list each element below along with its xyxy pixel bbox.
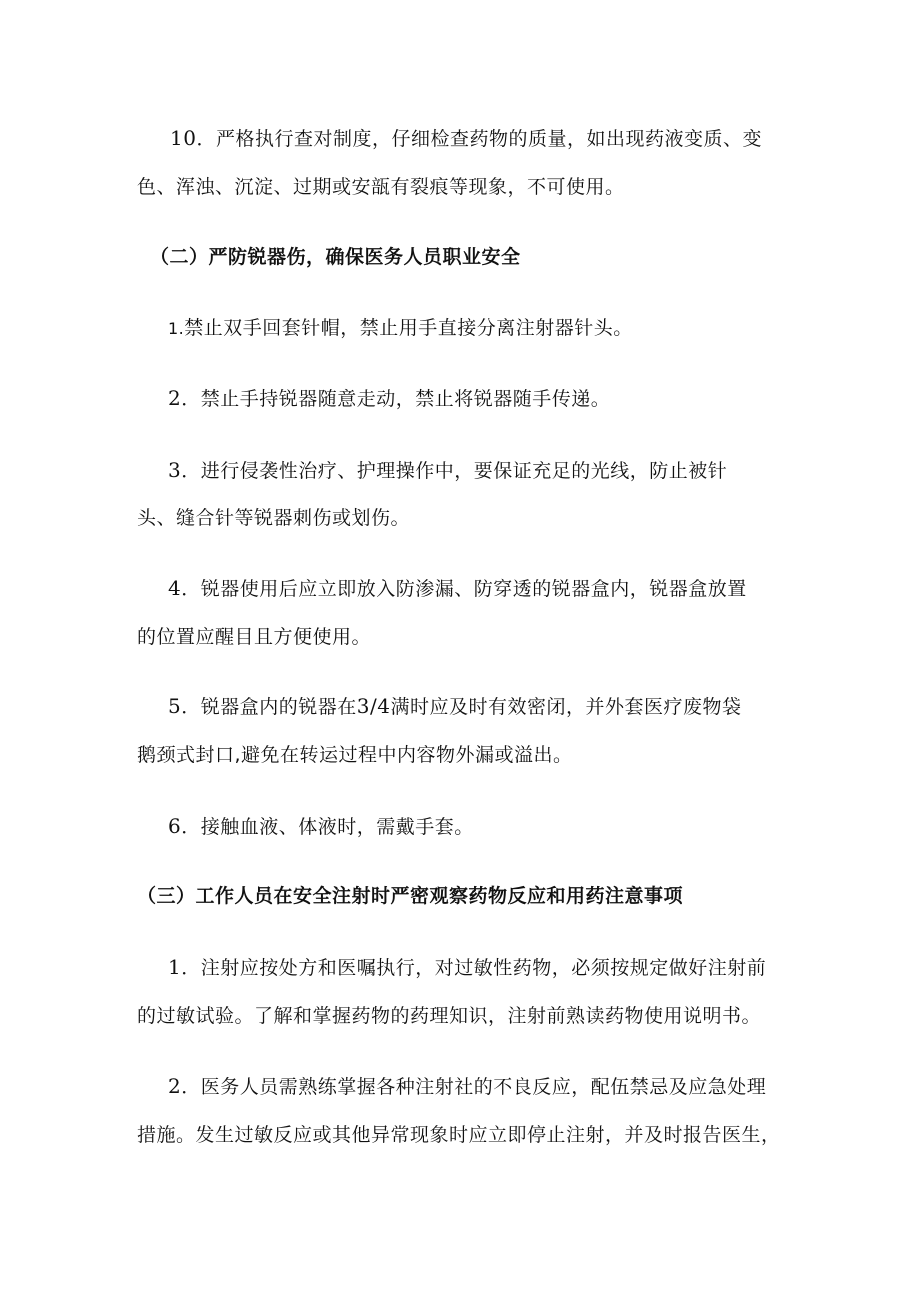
item-text: ．严格执行查对制度，仔细检查药物的质量，如出现药液变质、变 [196, 128, 762, 150]
item-number: 2 [168, 1074, 182, 1098]
s2-item-3-line-1 [168, 456, 727, 485]
s2-item-5-line-2: 鹅颈式封口,避免在转运过程中内容物外漏或溢出。 [137, 744, 573, 766]
s2-item-4-line-1 [168, 574, 747, 603]
item-number: 1 [168, 955, 182, 979]
item-text: ．接触血液、体液时，需戴手套。 [181, 816, 474, 838]
item-text: ．进行侵袭性治疗、护理操作中，要保证充足的光线，防止被针 [181, 460, 728, 482]
item-text: ．锐器盒内的锐器在 [181, 696, 357, 718]
item-text: 禁止双手回套针帽，禁止用手直接分离注射器针头。 [184, 317, 633, 339]
s3-item-1-line-2: 的过敏试验。了解和掌握药物的药理知识，注射前熟读药物使用说明书。 [137, 1005, 762, 1027]
item-text: ．注射应按处方和医嘱执行，对过敏性药物，必须按规定做好注射前 [181, 957, 767, 979]
s3-item-2-line-1 [168, 1072, 766, 1101]
item-number: 1. [168, 319, 185, 338]
section-2-heading: （二）严防锐器伤，确保医务人员职业安全 [150, 246, 521, 268]
item-number: 5 [168, 694, 182, 718]
item-number: 6 [168, 814, 182, 838]
s2-item-3-line-2: 头、缝合针等锐器刺伤或划伤。 [137, 507, 411, 529]
s2-item-5-line-1 [168, 692, 741, 721]
s3-item-2-line-2: 措施。发生过敏反应或其他异常现象时应立即停止注射，并及时报告医生， [137, 1124, 781, 1146]
s2-item-6 [168, 812, 474, 841]
item-number: 4 [168, 576, 182, 600]
section-3-heading: （三）工作人员在安全注射时严密观察药物反应和用药注意事项 [137, 885, 684, 907]
item-text: ．锐器使用后应立即放入防渗漏、防穿透的锐器盒内，锐器盒放置 [181, 578, 747, 600]
s2-item-4-line-2: 的位置应醒目且方便使用。 [137, 626, 372, 648]
item-10-line-2: 色、浑浊、沉淀、过期或安瓿有裂痕等现象，不可使用。 [137, 176, 625, 198]
fraction-text: 3/4 [356, 694, 391, 718]
s3-item-1-line-1 [168, 953, 766, 982]
s2-item-1 [168, 314, 633, 343]
item-number: 3 [168, 458, 182, 482]
item-text: ．医务人员需熟练掌握各种注射社的不良反应，配伍禁忌及应急处理 [181, 1076, 767, 1098]
item-text: ．禁止手持锐器随意走动，禁止将锐器随手传递。 [181, 388, 611, 410]
s2-item-2 [168, 384, 610, 413]
item-10-line-1 [170, 124, 762, 153]
item-number: 2 [168, 386, 182, 410]
item-number: 10 [170, 126, 197, 150]
item-text: 满时应及时有效密闭，并外套医疗废物袋 [390, 696, 742, 718]
